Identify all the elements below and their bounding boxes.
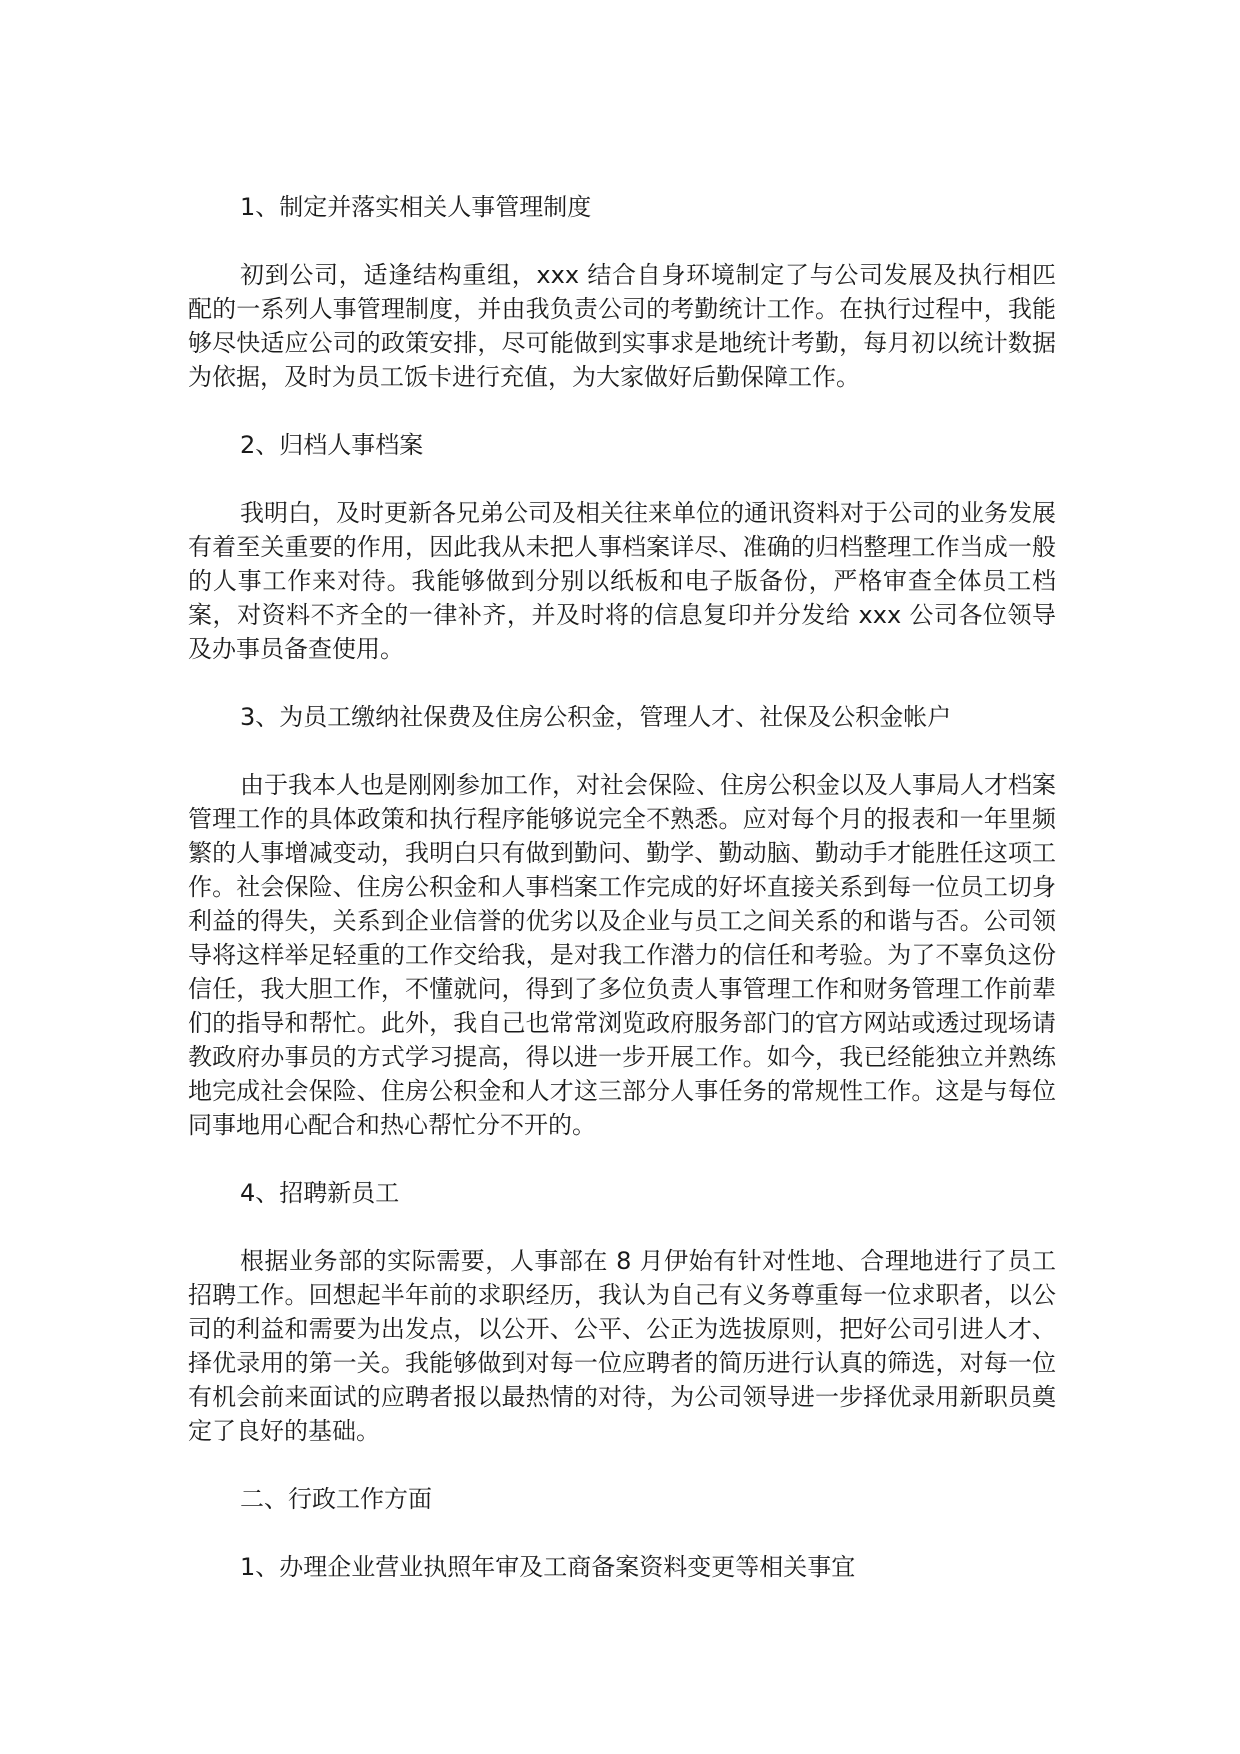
section-3-paragraph: 由于我本人也是刚刚参加工作，对社会保险、住房公积金以及人事局人才档案管理工作的具体政策和执行程序能够说完全不熟悉。应对每个月的报表和一年里频繁的人事增减变动，我明白只有做到勤问、勤学、勤动脑、勤动手才能胜任这项工作。社会保险、住房公积金和人事档案工作完成的好坏直接关系到每一位员工切身利益的得失，关系到企业信誉的优劣以及企业与员工之间关系的和谐与否。公司领导将这样举足轻重的工作交给我，是对我工作潜力的信任和考验。为了不辜负这份信任，我大胆工作，不懂就问，得到了多位负责人事管理工作和财务管理工作前辈们的指导和帮忙。此外，我自己也常常浏览政府服务部门的官方网站或透过现场请教政府办事员的方式学习提高，得以进一步开展工作。如今，我已经能独立并熟练地完成社会保险、住房公积金和人才这三部分人事任务的常规性工作。这是与每位同事地用心配合和热心帮忙分不开的。 bbox=[188, 771, 1056, 1139]
document-page bbox=[188, 190, 1056, 1584]
part-two-item-1-heading: 1、办理企业营业执照年审及工商备案资料变更等相关事宜 bbox=[240, 1553, 856, 1581]
section-2-heading: 2、归档人事档案 bbox=[240, 431, 424, 459]
part-two-heading: 二、行政工作方面 bbox=[240, 1485, 432, 1513]
section-4-heading: 4、招聘新员工 bbox=[240, 1179, 400, 1207]
section-4-paragraph: 根据业务部的实际需要，人事部在 8 月伊始有针对性地、合理地进行了员工招聘工作。回想起半年前的求职经历，我认为自己有义务尊重每一位求职者，以公司的利益和需要为出发点，以公开、公平、公正为选拔原则，把好公司引进人才、择优录用的第一关。我能够做到对每一位应聘者的简历进行认真的筛选，对每一位有机会前来面试的应聘者报以最热情的对待，为公司领导进一步择优录用新职员奠定了良好的基础。 bbox=[188, 1247, 1056, 1445]
section-1-paragraph: 初到公司，适逢结构重组，xxx 结合自身环境制定了与公司发展及执行相匹配的一系列人事管理制度，并由我负责公司的考勤统计工作。在执行过程中，我能够尽快适应公司的政策安排，尽可能做到实事求是地统计考勤，每月初以统计数据为依据，及时为员工饭卡进行充值，为大家做好后勤保障工作。 bbox=[188, 261, 1056, 391]
section-2-paragraph: 我明白，及时更新各兄弟公司及相关往来单位的通讯资料对于公司的业务发展有着至关重要的作用，因此我从未把人事档案详尽、准确的归档整理工作当成一般的人事工作来对待。我能够做到分别以纸板和电子版备份，严格审查全体员工档案，对资料不齐全的一律补齐，并及时将的信息复印并分发给 xxx 公司各位领导及办事员备查使用。 bbox=[188, 499, 1056, 663]
section-3-heading: 3、为员工缴纳社保费及住房公积金，管理人才、社保及公积金帐户 bbox=[240, 703, 952, 731]
section-1-heading: 1、制定并落实相关人事管理制度 bbox=[240, 193, 592, 221]
